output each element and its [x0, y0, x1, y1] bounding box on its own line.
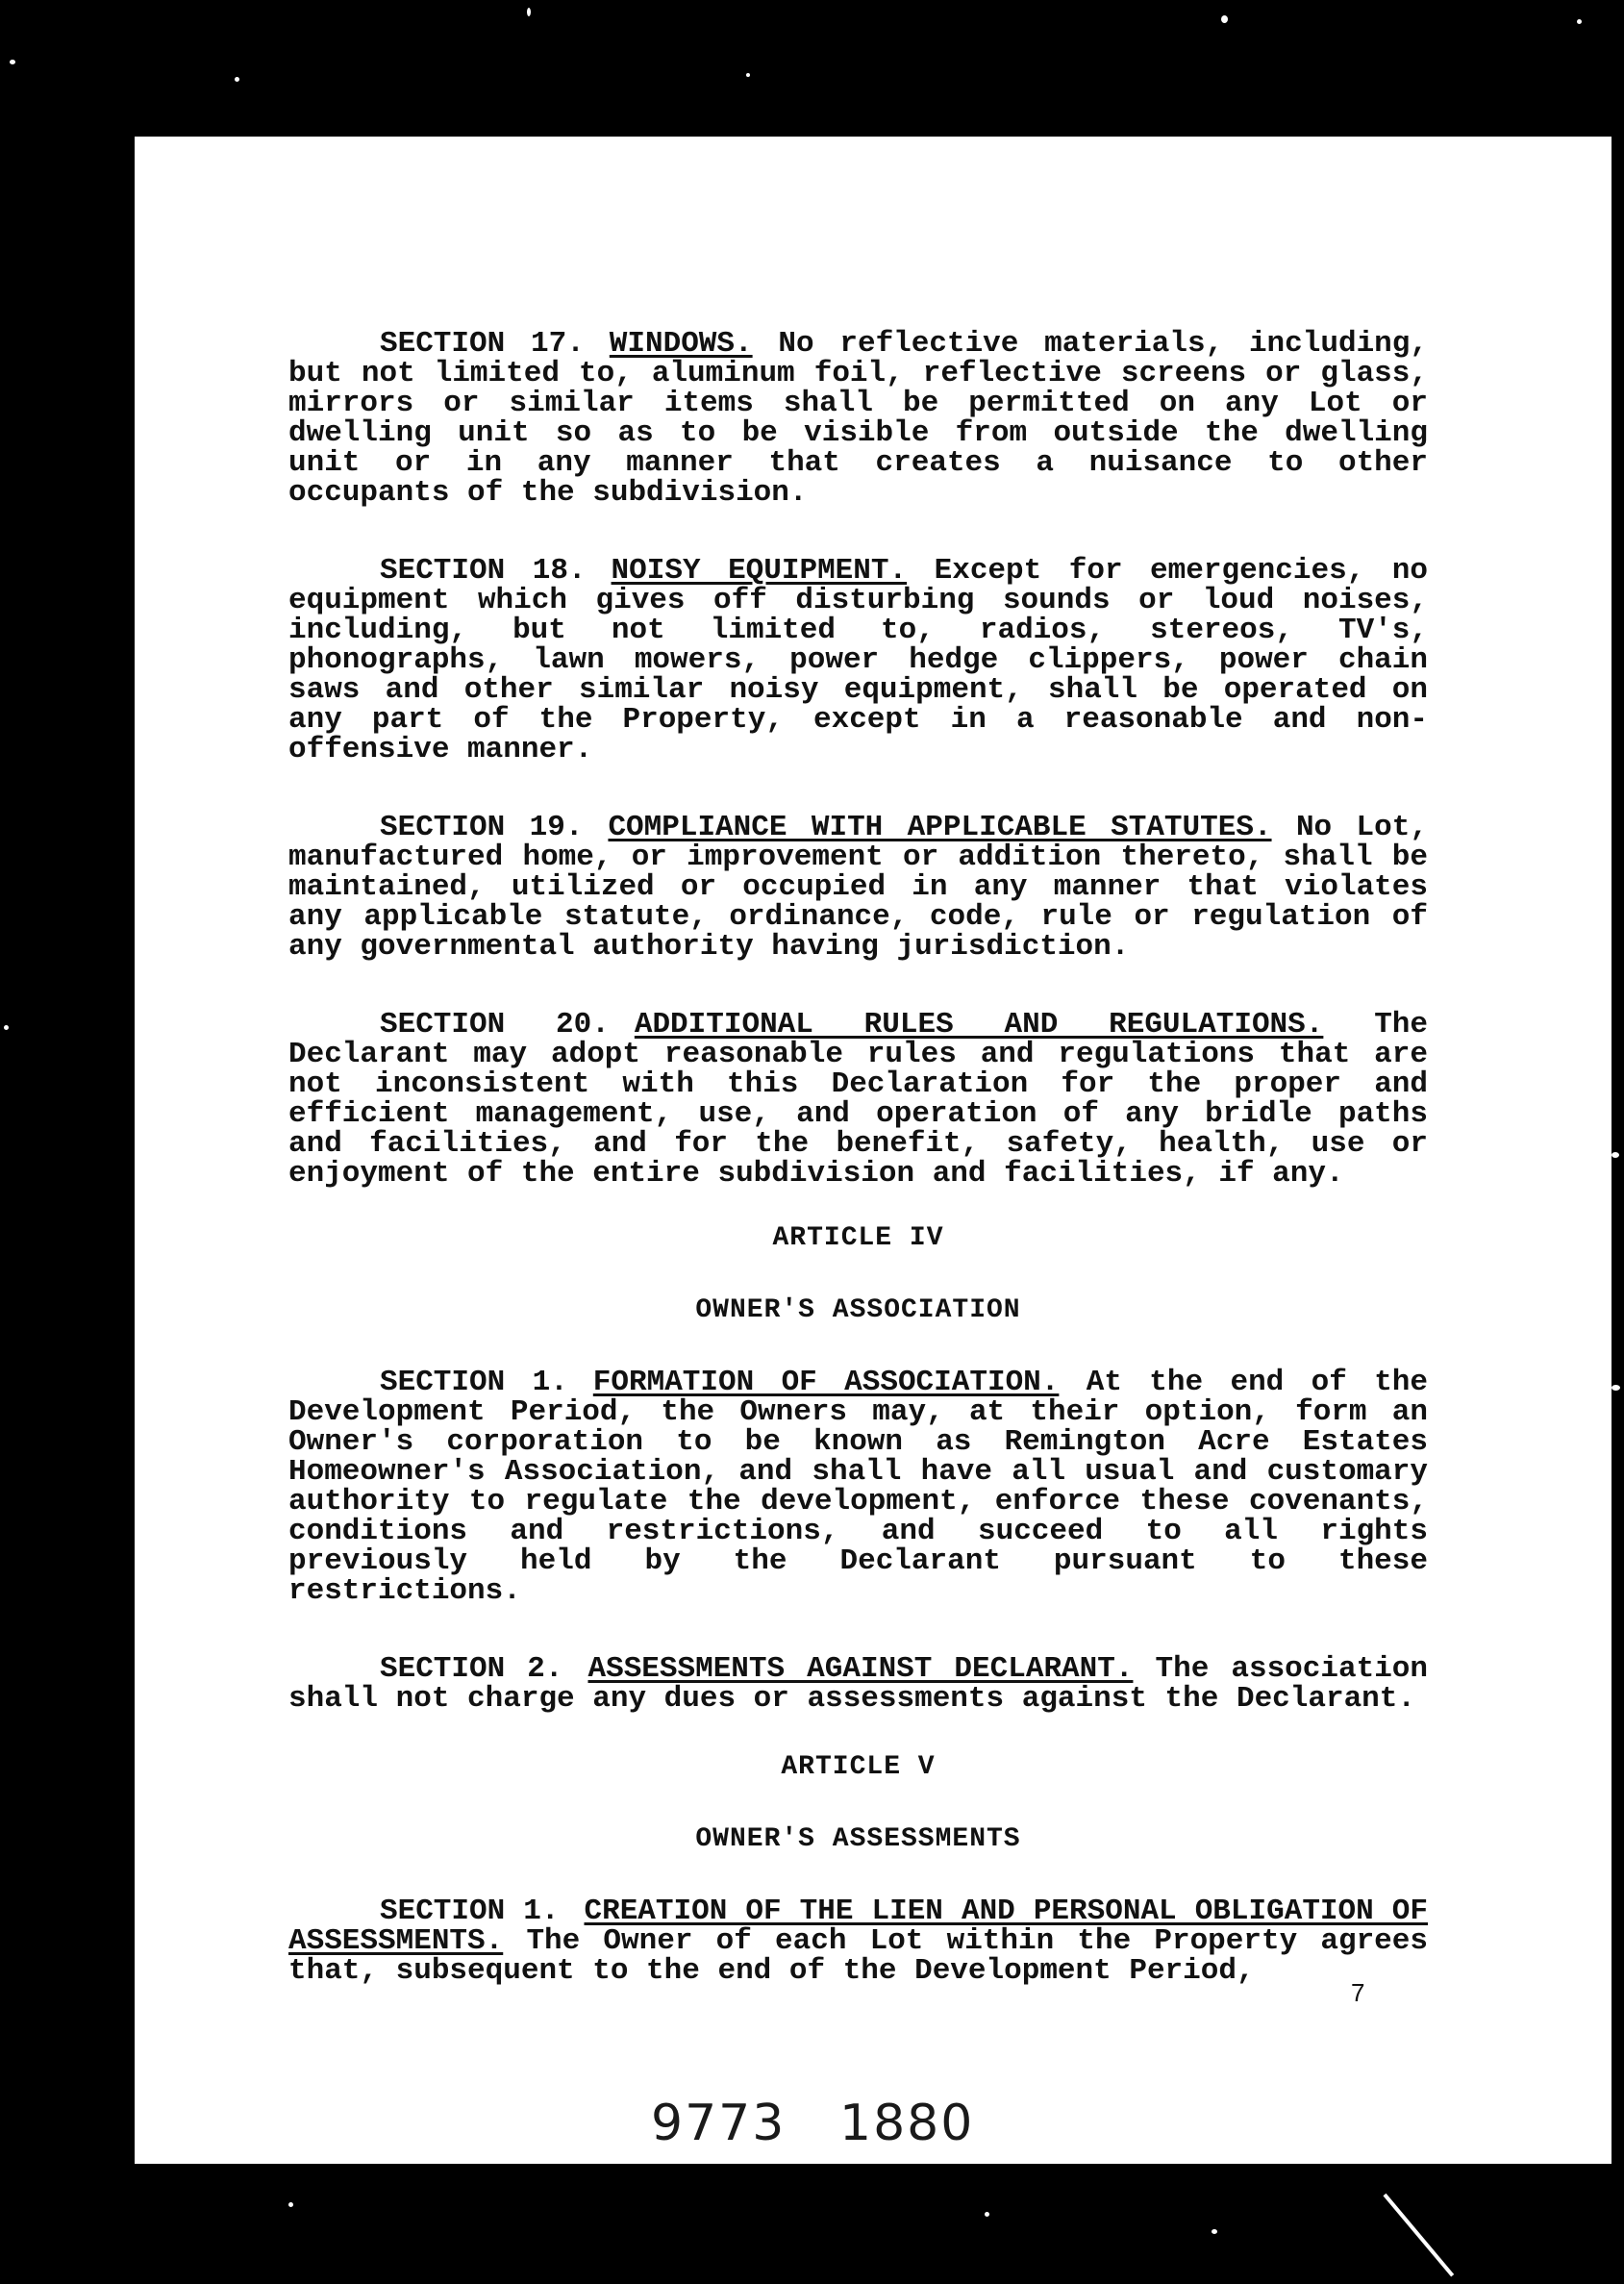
scan-speck: [288, 2202, 293, 2207]
document-stamp-number: 1880: [839, 2095, 975, 2152]
section-number: SECTION 1.: [380, 1366, 568, 1399]
section-number: SECTION 1.: [380, 1895, 560, 1928]
section-number: SECTION 20.: [380, 1008, 610, 1042]
article-heading: ARTICLE IV: [772, 1223, 944, 1253]
section-text: The Declarant may adopt reasonable rules and regulations that are not inconsistent with this Declaration for the proper and efficient management, use, and operation of any bridle paths and facilities, and for the benefit, safety, health, use or enjoyment of the entire subdivision and facilities, if any.: [288, 1008, 1428, 1191]
section-title: WINDOWS.: [609, 327, 753, 361]
scan-speck: [527, 8, 531, 16]
section-number: SECTION 2.: [380, 1652, 563, 1686]
article-subheading: OWNER'S ASSESSMENTS: [695, 1824, 1021, 1854]
document-stamp-number: 9773: [651, 2095, 787, 2152]
scan-speck: [1212, 2229, 1217, 2234]
page-number: 7: [1351, 1978, 1365, 2007]
section-text: The Owner of each Lot within the Property agrees that, subsequent to the end of the Development Period,: [288, 1924, 1428, 1988]
section-text: No Lot, manufactured home, or improvement or addition thereto, shall be maintained, utilized or occupied in any manner that violates any applicable statute, ordinance, code, rule or regulation of any governmental authority having jurisdiction.: [288, 811, 1428, 964]
section-18: [288, 556, 1428, 765]
section-text: Except for emergencies, no equipment which gives off disturbing sounds or loud noises, including, but not limited to, radios, stereos, TV's, phonographs, lawn mowers, power hedge clippers, power chain saws and other similar noisy equipment, shall be operated on any part of the Property, except in a reasonable and non-offensive manner.: [288, 554, 1429, 766]
section-title: NOISY EQUIPMENT.: [611, 554, 908, 588]
section-number: SECTION 17.: [380, 327, 585, 361]
section-number: SECTION 19.: [380, 811, 584, 844]
scan-speck: [4, 1025, 9, 1030]
article-subheading: OWNER'S ASSOCIATION: [695, 1295, 1021, 1325]
scan-speck: [746, 73, 750, 77]
document-body: [288, 329, 1428, 2034]
scan-speck: [1612, 1385, 1620, 1391]
scan-speck: [985, 2212, 989, 2217]
article-iv-section-1: [288, 1368, 1428, 1606]
section-number: SECTION 18.: [380, 554, 587, 588]
scan-speck: [1612, 1152, 1619, 1158]
section-text: No reflective materials, including, but not limited to, aluminum foil, reflective screens or glass, mirrors or similar items shall be permitted on any Lot or dwelling unit so as to be visible from outside the dwelling unit or in any manner that creates a nuisance to other occupants of the subdivision.: [288, 327, 1428, 510]
section-text: The association shall not charge any dues or assessments against the Declarant.: [288, 1652, 1429, 1716]
scan-speck: [1577, 19, 1582, 24]
article-heading: ARTICLE V: [781, 1752, 936, 1782]
section-title: FORMATION OF ASSOCIATION.: [592, 1366, 1060, 1399]
section-text: At the end of the Development Period, the Owners may, at their option, form an Owner's corporation to be known as Remington Acre Estates Homeowner's Association, and shall have all usual and customary authority to regulate the development, enforce these covenants, conditions and restrictions, and succeed to all rights previously held by the Declarant pursuant to these restrictions.: [288, 1366, 1429, 1608]
section-19: [288, 813, 1428, 962]
section-title: ASSESSMENTS AGAINST DECLARANT.: [587, 1652, 1134, 1686]
scan-speck: [1221, 15, 1228, 23]
section-title: ADDITIONAL RULES AND REGULATIONS.: [634, 1008, 1324, 1042]
scan-speck: [235, 77, 239, 82]
scan-speck: [10, 60, 15, 64]
section-17: [288, 329, 1428, 508]
section-title: COMPLIANCE WITH APPLICABLE STATUTES.: [608, 811, 1272, 844]
article-v-section-1: [288, 1896, 1428, 1986]
section-title: CREATION OF THE LIEN AND PERSONAL OBLIGATION OF ASSESSMENTS.: [288, 1895, 1428, 1958]
section-20: [288, 1010, 1428, 1189]
article-iv-section-2: [288, 1654, 1428, 1714]
